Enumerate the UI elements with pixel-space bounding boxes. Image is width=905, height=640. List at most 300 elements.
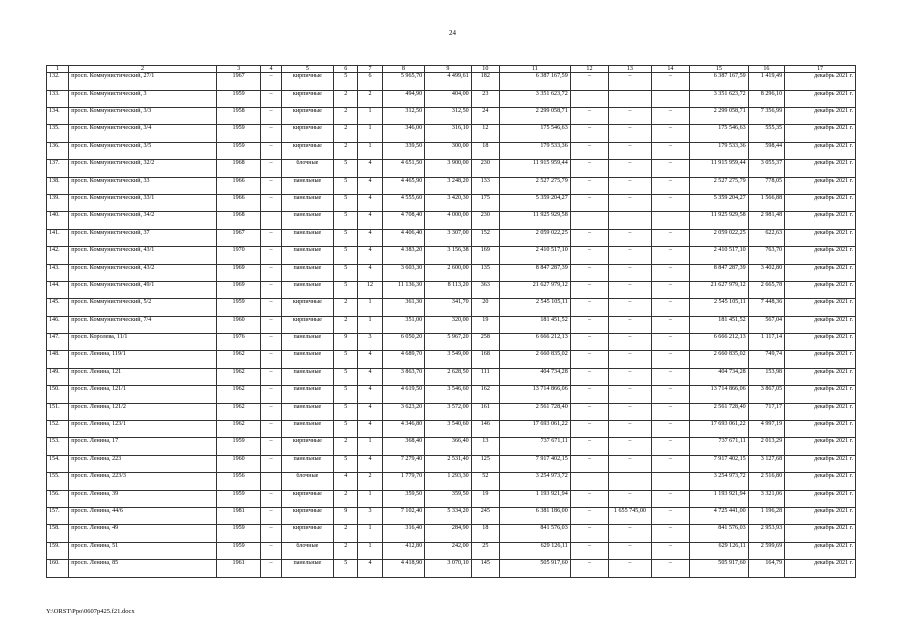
address-cell: просп. Коммунистический, 27/1: [69, 73, 217, 90]
fund-support-cell: –: [570, 125, 608, 142]
residential-area-cell: 320,00: [425, 316, 472, 333]
year-built-cell: 1962: [216, 368, 260, 385]
entrances-cell: 4: [358, 177, 382, 194]
year-reconstructed-cell: –: [261, 142, 281, 159]
residential-area-cell: 341,70: [425, 299, 472, 316]
total-area-cell: 5 965,70: [382, 73, 424, 90]
address-cell: просп. Коммунистический, 43/2: [69, 264, 217, 281]
year-reconstructed-cell: –: [261, 299, 281, 316]
year-reconstructed-cell: –: [261, 560, 281, 577]
year-built-cell: 1960: [216, 455, 260, 472]
row-number-cell: 139.: [47, 194, 69, 211]
regional-budget-cell: –: [609, 455, 651, 472]
address-cell: просп. Коммунистический, 43/1: [69, 247, 217, 264]
year-reconstructed-cell: –: [261, 386, 281, 403]
residential-area-cell: 2 628,50: [425, 368, 472, 385]
entrances-cell: 4: [358, 160, 382, 177]
local-budget-cell: –: [651, 421, 689, 438]
owner-funds-cell: 2 527 275,79: [690, 177, 749, 194]
total-area-cell: 7 279,40: [382, 455, 424, 472]
residents-cell: 135: [471, 264, 499, 281]
local-budget-cell: –: [651, 177, 689, 194]
address-cell: просп. Ленина, 51: [69, 542, 217, 559]
table-row: [47, 334, 856, 351]
entrances-cell: 2: [358, 473, 382, 490]
row-number-cell: 132.: [47, 73, 69, 90]
total-cost-cell: 841 576,03: [499, 525, 570, 542]
entrances-cell: 2: [358, 90, 382, 107]
page-number: 24: [449, 29, 456, 37]
row-number-cell: 152.: [47, 421, 69, 438]
total-cost-cell: 2 660 835,02: [499, 351, 570, 368]
completion-date-cell: декабрь 2021 г.: [785, 177, 856, 194]
year-reconstructed-cell: –: [261, 351, 281, 368]
year-reconstructed-cell: –: [261, 438, 281, 455]
total-cost-cell: 7 917 402,15: [499, 455, 570, 472]
owner-funds-cell: 8 847 287,39: [690, 264, 749, 281]
table-row: [47, 125, 856, 142]
floors-cell: 5: [334, 455, 358, 472]
local-budget-cell: –: [651, 107, 689, 124]
row-number-cell: 145.: [47, 299, 69, 316]
total-area-cell: 4 689,70: [382, 351, 424, 368]
total-area-cell: 4 383,20: [382, 247, 424, 264]
residents-cell: 23: [471, 90, 499, 107]
row-number-cell: 140.: [47, 212, 69, 229]
file-path-footer: Y:\ORST\Ppo\0607p425.f21.docx: [46, 608, 135, 615]
year-built-cell: 1959: [216, 438, 260, 455]
completion-date-cell: декабрь 2021 г.: [785, 507, 856, 524]
regional-budget-cell: –: [609, 229, 651, 246]
year-reconstructed-cell: –: [261, 421, 281, 438]
total-cost-cell: 13 714 866,06: [499, 386, 570, 403]
year-built-cell: 1961: [216, 560, 260, 577]
regional-budget-cell: –: [609, 194, 651, 211]
year-built-cell: 1959: [216, 90, 260, 107]
table-row: [47, 229, 856, 246]
total-area-cell: 4 555,60: [382, 194, 424, 211]
total-area-cell: 6 050,20: [382, 334, 424, 351]
fund-support-cell: –: [570, 525, 608, 542]
total-cost-cell: 175 546,63: [499, 125, 570, 142]
unit-cost-cell: 2 981,48: [748, 212, 784, 229]
unit-cost-cell: 598,44: [748, 142, 784, 159]
year-built-cell: 1967: [216, 229, 260, 246]
unit-cost-cell: 8 296,10: [748, 90, 784, 107]
total-cost-cell: 2 059 022,25: [499, 229, 570, 246]
residential-area-cell: 284,90: [425, 525, 472, 542]
entrances-cell: 4: [358, 247, 382, 264]
fund-support-cell: –: [570, 351, 608, 368]
total-area-cell: 1 779,70: [382, 473, 424, 490]
address-cell: просп. Коммунистический, 37: [69, 229, 217, 246]
owner-funds-cell: 2 561 728,40: [690, 403, 749, 420]
fund-support-cell: –: [570, 160, 608, 177]
local-budget-cell: –: [651, 194, 689, 211]
completion-date-cell: декабрь 2021 г.: [785, 229, 856, 246]
address-cell: просп. Ленина, 44/6: [69, 507, 217, 524]
total-area-cell: 359,50: [382, 490, 424, 507]
completion-date-cell: декабрь 2021 г.: [785, 351, 856, 368]
regional-budget-cell: –: [609, 351, 651, 368]
unit-cost-cell: 749,74: [748, 351, 784, 368]
owner-funds-cell: 11 925 929,58: [690, 212, 749, 229]
residential-area-cell: 3 549,00: [425, 351, 472, 368]
local-budget-cell: [651, 90, 689, 107]
wall-material-cell: кирпичные: [281, 299, 334, 316]
residents-cell: 111: [471, 368, 499, 385]
row-number-cell: 136.: [47, 142, 69, 159]
floors-cell: 5: [334, 247, 358, 264]
year-reconstructed-cell: –: [261, 455, 281, 472]
residents-cell: 258: [471, 334, 499, 351]
residents-cell: 24: [471, 107, 499, 124]
table-row: [47, 90, 856, 107]
entrances-cell: 4: [358, 194, 382, 211]
year-built-cell: 1967: [216, 73, 260, 90]
completion-date-cell: декабрь 2021 г.: [785, 560, 856, 577]
row-number-cell: 150.: [47, 386, 69, 403]
total-area-cell: 4 465,90: [382, 177, 424, 194]
residential-area-cell: 1 293,30: [425, 473, 472, 490]
table-row: [47, 490, 856, 507]
table-row: [47, 177, 856, 194]
address-cell: просп. Ленина, 121/1: [69, 386, 217, 403]
floors-cell: 5: [334, 403, 358, 420]
wall-material-cell: панельные: [281, 368, 334, 385]
local-budget-cell: –: [651, 247, 689, 264]
fund-support-cell: –: [570, 177, 608, 194]
entrances-cell: 6: [358, 73, 382, 90]
fund-support-cell: –: [570, 542, 608, 559]
row-number-cell: 156.: [47, 490, 69, 507]
floors-cell: 5: [334, 368, 358, 385]
entrances-cell: 3: [358, 334, 382, 351]
year-built-cell: 1958: [216, 107, 260, 124]
regional-budget-cell: 1 655 745,00: [609, 507, 651, 524]
regional-budget-cell: –: [609, 386, 651, 403]
year-built-cell: 1959: [216, 299, 260, 316]
year-built-cell: 1970: [216, 247, 260, 264]
total-area-cell: 3 603,30: [382, 264, 424, 281]
total-area-cell: 3 623,20: [382, 403, 424, 420]
residential-area-cell: 3 546,60: [425, 386, 472, 403]
wall-material-cell: панельные: [281, 560, 334, 577]
row-number-cell: 158.: [47, 525, 69, 542]
floors-cell: 2: [334, 107, 358, 124]
owner-funds-cell: 181 451,52: [690, 316, 749, 333]
total-area-cell: 339,50: [382, 142, 424, 159]
column-header: 3: [216, 66, 260, 73]
table-row: [47, 264, 856, 281]
row-number-cell: 149.: [47, 368, 69, 385]
completion-date-cell: декабрь 2021 г.: [785, 386, 856, 403]
row-number-cell: 153.: [47, 438, 69, 455]
row-number-cell: 160.: [47, 560, 69, 577]
unit-cost-cell: 164,79: [748, 560, 784, 577]
table-body: [47, 73, 856, 577]
entrances-cell: 3: [358, 507, 382, 524]
row-number-cell: 134.: [47, 107, 69, 124]
local-budget-cell: [651, 473, 689, 490]
address-cell: просп. Коммунистический, 3/5: [69, 142, 217, 159]
residents-cell: 125: [471, 455, 499, 472]
residents-cell: 161: [471, 403, 499, 420]
residential-area-cell: 2 600,00: [425, 264, 472, 281]
fund-support-cell: –: [570, 334, 608, 351]
table-row: [47, 247, 856, 264]
wall-material-cell: панельные: [281, 229, 334, 246]
unit-cost-cell: 2 516,80: [748, 473, 784, 490]
address-cell: просп. Ленина, 121/2: [69, 403, 217, 420]
floors-cell: 5: [334, 160, 358, 177]
fund-support-cell: [570, 90, 608, 107]
owner-funds-cell: 4 725 441,00: [690, 507, 749, 524]
total-cost-cell: 2 561 728,40: [499, 403, 570, 420]
residential-area-cell: 3 070,10: [425, 560, 472, 577]
floors-cell: 5: [334, 73, 358, 90]
local-budget-cell: –: [651, 438, 689, 455]
total-cost-cell: 11 925 929,58: [499, 212, 570, 229]
year-built-cell: 1966: [216, 194, 260, 211]
local-budget-cell: –: [651, 125, 689, 142]
year-reconstructed-cell: –: [261, 194, 281, 211]
fund-support-cell: –: [570, 107, 608, 124]
local-budget-cell: –: [651, 542, 689, 559]
floors-cell: 5: [334, 229, 358, 246]
wall-material-cell: панельные: [281, 421, 334, 438]
total-cost-cell: 179 533,36: [499, 142, 570, 159]
wall-material-cell: панельные: [281, 194, 334, 211]
wall-material-cell: блочные: [281, 473, 334, 490]
regional-budget-cell: –: [609, 403, 651, 420]
completion-date-cell: декабрь 2021 г.: [785, 264, 856, 281]
year-reconstructed-cell: –: [261, 125, 281, 142]
year-built-cell: 1969: [216, 281, 260, 298]
year-reconstructed-cell: –: [261, 160, 281, 177]
row-number-cell: 133.: [47, 90, 69, 107]
residents-cell: 146: [471, 421, 499, 438]
fund-support-cell: –: [570, 490, 608, 507]
local-budget-cell: –: [651, 525, 689, 542]
unit-cost-cell: 2 953,93: [748, 525, 784, 542]
floors-cell: 2: [334, 490, 358, 507]
wall-material-cell: панельные: [281, 403, 334, 420]
owner-funds-cell: 7 917 402,15: [690, 455, 749, 472]
total-area-cell: 361,30: [382, 299, 424, 316]
unit-cost-cell: 1 117,14: [748, 334, 784, 351]
entrances-cell: 4: [358, 368, 382, 385]
owner-funds-cell: 2 545 105,11: [690, 299, 749, 316]
row-number-cell: 138.: [47, 177, 69, 194]
local-budget-cell: –: [651, 507, 689, 524]
year-reconstructed-cell: –: [261, 90, 281, 107]
unit-cost-cell: 3 321,06: [748, 490, 784, 507]
floors-cell: 2: [334, 142, 358, 159]
residential-area-cell: 8 113,20: [425, 281, 472, 298]
local-budget-cell: –: [651, 490, 689, 507]
column-header: 9: [425, 66, 472, 73]
completion-date-cell: декабрь 2021 г.: [785, 142, 856, 159]
unit-cost-cell: 3 867,05: [748, 386, 784, 403]
unit-cost-cell: 1 419,49: [748, 73, 784, 90]
residential-area-cell: 312,50: [425, 107, 472, 124]
column-header: 17: [785, 66, 856, 73]
residents-cell: 230: [471, 212, 499, 229]
regional-budget-cell: –: [609, 334, 651, 351]
table-row: [47, 73, 856, 90]
residents-cell: 175: [471, 194, 499, 211]
column-header: 13: [609, 66, 651, 73]
completion-date-cell: декабрь 2021 г.: [785, 490, 856, 507]
residents-cell: 168: [471, 351, 499, 368]
year-reconstructed-cell: [261, 473, 281, 490]
total-cost-cell: 2 299 058,71: [499, 107, 570, 124]
residential-area-cell: 359,50: [425, 490, 472, 507]
residents-cell: 18: [471, 525, 499, 542]
year-built-cell: 1962: [216, 421, 260, 438]
completion-date-cell: декабрь 2021 г.: [785, 542, 856, 559]
column-header: 8: [382, 66, 424, 73]
fund-support-cell: –: [570, 421, 608, 438]
year-reconstructed-cell: –: [261, 403, 281, 420]
address-cell: просп. Ленина, 17: [69, 438, 217, 455]
regional-budget-cell: –: [609, 160, 651, 177]
wall-material-cell: панельные: [281, 351, 334, 368]
column-header: 6: [334, 66, 358, 73]
address-cell: просп. Ленина, 123/1: [69, 421, 217, 438]
completion-date-cell: декабрь 2021 г.: [785, 368, 856, 385]
floors-cell: 2: [334, 525, 358, 542]
owner-funds-cell: 13 714 866,06: [690, 386, 749, 403]
owner-funds-cell: 2 299 058,71: [690, 107, 749, 124]
fund-support-cell: –: [570, 386, 608, 403]
unit-cost-cell: 4 997,19: [748, 421, 784, 438]
year-reconstructed-cell: –: [261, 490, 281, 507]
fund-support-cell: –: [570, 316, 608, 333]
residential-area-cell: 3 248,20: [425, 177, 472, 194]
regional-budget-cell: –: [609, 281, 651, 298]
year-built-cell: 1976: [216, 334, 260, 351]
owner-funds-cell: 841 576,03: [690, 525, 749, 542]
regional-budget-cell: –: [609, 525, 651, 542]
year-reconstructed-cell: –: [261, 247, 281, 264]
entrances-cell: 4: [358, 421, 382, 438]
address-cell: просп. Коммунистический, 3/4: [69, 125, 217, 142]
address-cell: просп. Коммунистический, 49/1: [69, 281, 217, 298]
regional-budget-cell: –: [609, 73, 651, 90]
fund-support-cell: –: [570, 264, 608, 281]
year-reconstructed-cell: –: [261, 542, 281, 559]
residents-cell: 20: [471, 299, 499, 316]
housing-register-table: [46, 65, 856, 578]
local-budget-cell: –: [651, 351, 689, 368]
total-cost-cell: 505 917,60: [499, 560, 570, 577]
entrances-cell: 1: [358, 316, 382, 333]
table-row: [47, 316, 856, 333]
floors-cell: 5: [334, 194, 358, 211]
table-row: [47, 299, 856, 316]
total-area-cell: 4 619,50: [382, 386, 424, 403]
unit-cost-cell: 1 196,28: [748, 507, 784, 524]
total-area-cell: 494,90: [382, 90, 424, 107]
total-cost-cell: 737 671,11: [499, 438, 570, 455]
regional-budget-cell: –: [609, 438, 651, 455]
completion-date-cell: декабрь 2021 г.: [785, 334, 856, 351]
wall-material-cell: кирпичные: [281, 125, 334, 142]
year-built-cell: 1968: [216, 160, 260, 177]
residential-area-cell: 242,00: [425, 542, 472, 559]
floors-cell: 5: [334, 351, 358, 368]
residential-area-cell: 2 531,40: [425, 455, 472, 472]
row-number-cell: 157.: [47, 507, 69, 524]
year-built-cell: 1968: [216, 212, 260, 229]
regional-budget-cell: –: [609, 177, 651, 194]
regional-budget-cell: [609, 90, 651, 107]
total-cost-cell: 6 666 212,13: [499, 334, 570, 351]
owner-funds-cell: 6 387 167,59: [690, 73, 749, 90]
total-cost-cell: 2 545 105,11: [499, 299, 570, 316]
fund-support-cell: –: [570, 368, 608, 385]
total-cost-cell: 2 527 275,79: [499, 177, 570, 194]
residents-cell: 152: [471, 229, 499, 246]
completion-date-cell: декабрь 2021 г.: [785, 438, 856, 455]
total-area-cell: 4 346,80: [382, 421, 424, 438]
entrances-cell: 1: [358, 107, 382, 124]
residents-cell: 245: [471, 507, 499, 524]
entrances-cell: 4: [358, 264, 382, 281]
owner-funds-cell: 11 915 959,44: [690, 160, 749, 177]
entrances-cell: 4: [358, 229, 382, 246]
table-row: [47, 194, 856, 211]
year-reconstructed-cell: –: [261, 334, 281, 351]
year-reconstructed-cell: –: [261, 316, 281, 333]
floors-cell: 2: [334, 299, 358, 316]
wall-material-cell: панельные: [281, 386, 334, 403]
total-cost-cell: 6 381 186,00: [499, 507, 570, 524]
local-budget-cell: –: [651, 142, 689, 159]
row-number-cell: 154.: [47, 455, 69, 472]
residents-cell: 12: [471, 125, 499, 142]
local-budget-cell: –: [651, 403, 689, 420]
floors-cell: 2: [334, 438, 358, 455]
row-number-cell: 142.: [47, 247, 69, 264]
total-area-cell: 11 136,30: [382, 281, 424, 298]
owner-funds-cell: 3 254 973,72: [690, 473, 749, 490]
completion-date-cell: декабрь 2021 г.: [785, 473, 856, 490]
residential-area-cell: 300,00: [425, 142, 472, 159]
year-built-cell: 1962: [216, 386, 260, 403]
wall-material-cell: кирпичные: [281, 73, 334, 90]
unit-cost-cell: 622,63: [748, 229, 784, 246]
completion-date-cell: декабрь 2021 г.: [785, 73, 856, 90]
owner-funds-cell: 2 660 835,02: [690, 351, 749, 368]
fund-support-cell: –: [570, 438, 608, 455]
year-reconstructed-cell: [261, 212, 281, 229]
table-row: [47, 507, 856, 524]
fund-support-cell: –: [570, 73, 608, 90]
unit-cost-cell: 153,98: [748, 368, 784, 385]
unit-cost-cell: 7 356,99: [748, 107, 784, 124]
wall-material-cell: блочные: [281, 160, 334, 177]
year-built-cell: 1959: [216, 525, 260, 542]
floors-cell: 5: [334, 421, 358, 438]
table-row: [47, 107, 856, 124]
wall-material-cell: кирпичные: [281, 142, 334, 159]
unit-cost-cell: 3 127,68: [748, 455, 784, 472]
residential-area-cell: 316,10: [425, 125, 472, 142]
residents-cell: 19: [471, 316, 499, 333]
